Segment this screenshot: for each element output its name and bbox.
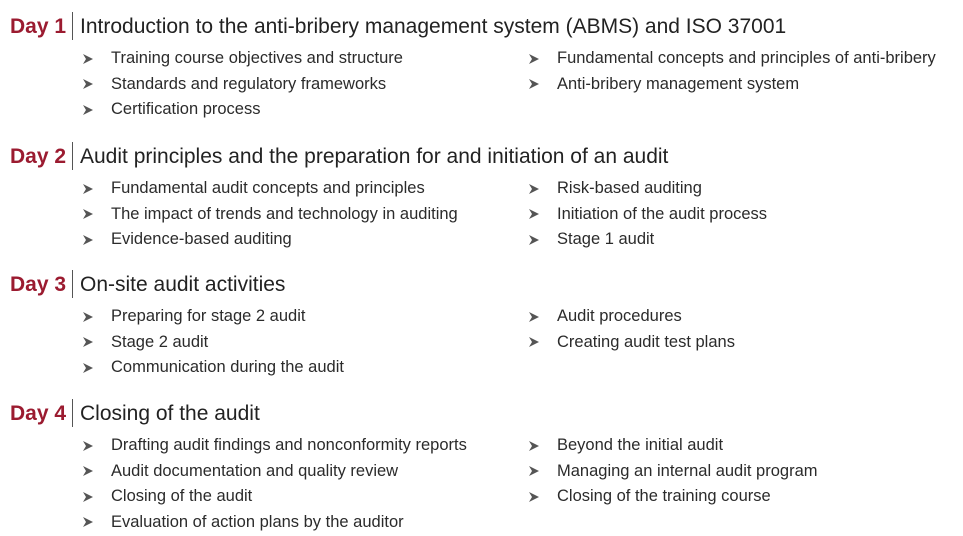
topic-text: Beyond the initial audit (557, 436, 724, 455)
topic-text: Fundamental audit concepts and principles (111, 179, 425, 198)
list-item (82, 46, 403, 72)
arrowhead-bullet-icon (82, 311, 111, 323)
topic-list-right (528, 433, 818, 510)
list-item (82, 72, 403, 98)
list-item (528, 484, 818, 510)
arrowhead-bullet-icon (528, 78, 557, 90)
topic-list-right (528, 304, 735, 355)
arrowhead-bullet-icon (82, 183, 111, 195)
topic-text: Closing of the audit (111, 487, 253, 506)
topic-list-right (528, 176, 767, 253)
arrowhead-bullet-icon (528, 336, 557, 348)
arrowhead-bullet-icon (82, 208, 111, 220)
arrowhead-bullet-icon (528, 311, 557, 323)
arrowhead-bullet-icon (528, 465, 557, 477)
day-label: Day 4 (10, 402, 67, 425)
list-item (528, 459, 818, 485)
day-title: On-site audit activities (80, 273, 286, 296)
arrowhead-bullet-icon (82, 516, 111, 528)
topic-list-left (82, 304, 344, 381)
topic-list-right (528, 46, 936, 97)
topic-text: The impact of trends and technology in auditing (111, 204, 458, 223)
arrowhead-bullet-icon (528, 208, 557, 220)
arrowhead-bullet-icon (82, 491, 111, 503)
list-item (528, 433, 818, 459)
arrowhead-bullet-icon (82, 465, 111, 477)
list-item (82, 176, 458, 202)
topic-text: Audit documentation and quality review (111, 461, 399, 480)
list-item (82, 433, 467, 459)
day-label: Day 3 (10, 273, 67, 296)
day-separator (72, 142, 73, 170)
day-separator (72, 399, 73, 427)
topic-text: Managing an internal audit program (557, 461, 818, 480)
topic-text: Audit procedures (557, 307, 682, 326)
arrowhead-bullet-icon (82, 234, 111, 246)
topic-text: Communication during the audit (111, 358, 344, 377)
list-item (82, 97, 403, 123)
list-item (528, 227, 767, 253)
arrowhead-bullet-icon (82, 440, 111, 452)
day-header (10, 397, 260, 427)
list-item (82, 355, 344, 381)
topic-text: Risk-based auditing (557, 179, 702, 198)
topic-text: Stage 2 audit (111, 332, 209, 351)
topic-text: Creating audit test plans (557, 332, 735, 351)
list-item (528, 304, 735, 330)
list-item (528, 46, 936, 72)
day-separator (72, 270, 73, 298)
list-item (528, 176, 767, 202)
arrowhead-bullet-icon (82, 362, 111, 374)
topic-list-left (82, 46, 403, 123)
topic-list-left (82, 433, 467, 535)
arrowhead-bullet-icon (528, 53, 557, 65)
topic-text: Evaluation of action plans by the auditor (111, 512, 404, 531)
topic-text: Standards and regulatory frameworks (111, 74, 387, 93)
day-label: Day 1 (10, 15, 67, 38)
topic-text: Preparing for stage 2 audit (111, 307, 306, 326)
day-title: Audit principles and the preparation for and initiation of an audit (80, 145, 669, 168)
topic-text: Closing of the training course (557, 487, 771, 506)
topic-text: Drafting audit findings and nonconformity reports (111, 436, 467, 455)
topic-text: Training course objectives and structure (111, 49, 403, 68)
topic-text: Certification process (111, 100, 261, 119)
arrowhead-bullet-icon (528, 183, 557, 195)
list-item (528, 330, 735, 356)
topic-text: Stage 1 audit (557, 230, 655, 249)
day-title: Closing of the audit (80, 402, 260, 425)
arrowhead-bullet-icon (528, 491, 557, 503)
topic-text: Evidence-based auditing (111, 230, 292, 249)
day-title: Introduction to the anti-bribery management system (ABMS) and ISO 37001 (80, 15, 787, 38)
arrowhead-bullet-icon (82, 104, 111, 116)
day-label: Day 2 (10, 145, 67, 168)
list-item (82, 330, 344, 356)
arrowhead-bullet-icon (82, 78, 111, 90)
list-item (528, 72, 936, 98)
topic-text: Anti-bribery management system (557, 74, 800, 93)
topic-text: Initiation of the audit process (557, 204, 768, 223)
list-item (82, 304, 344, 330)
list-item (82, 459, 467, 485)
list-item (82, 202, 458, 228)
day-header (10, 140, 668, 170)
list-item (82, 484, 467, 510)
arrowhead-bullet-icon (528, 440, 557, 452)
day-header (10, 10, 786, 40)
topic-text: Fundamental concepts and principles of anti-bribery (557, 49, 936, 68)
arrowhead-bullet-icon (82, 53, 111, 65)
day-header (10, 268, 285, 298)
topic-list-left (82, 176, 458, 253)
arrowhead-bullet-icon (528, 234, 557, 246)
day-separator (72, 12, 73, 40)
arrowhead-bullet-icon (82, 336, 111, 348)
list-item (528, 202, 767, 228)
list-item (82, 227, 458, 253)
list-item (82, 510, 467, 536)
